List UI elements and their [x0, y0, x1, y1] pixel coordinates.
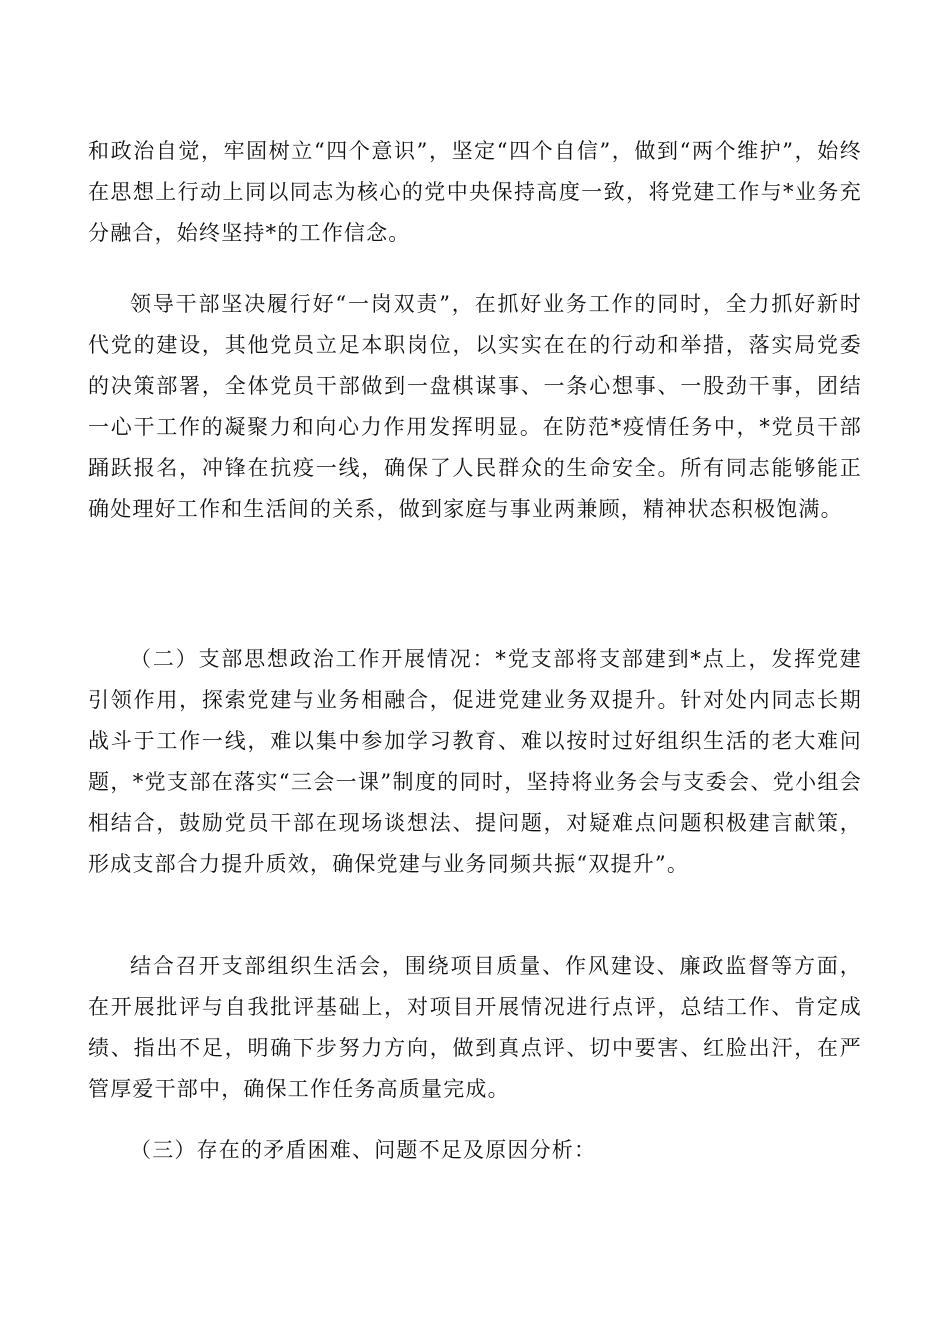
section-heading-problems-analysis: （三）存在的矛盾困难、问题不足及原因分析：: [130, 1138, 597, 1162]
paragraph-political-awareness: 和政治自觉，牢固树立“四个意识”，坚定“四个自信”，做到“两个维护”，始终在思想上行动上同以同志为核心的党中央保持高度一致，将党建工作与*业务充分融合，始终坚持*的工作信念。: [88, 139, 862, 245]
paragraph-organizational-life-meeting: 结合召开支部组织生活会，围绕项目质量、作风建设、廉政监督等方面，在开展批评与自我批评基础上，对项目开展情况进行点评，总结工作、肯定成绩、指出不足，明确下步努力方向，做到真点评、切中要害、红脸出汗，在严管厚爱干部中，确保工作任务高质量完成。: [88, 954, 862, 1101]
paragraph-branch-ideological-work: （二）支部思想政治工作开展情况：*党支部将支部建到*点上，发挥党建引领作用，探索党建与业务相融合，促进党建业务双提升。针对处内同志长期战斗于工作一线，难以集中参加学习教育、难以按时过好组织生活的老大难问题，*党支部在落实“三会一课”制度的同时，坚持将业务会与支委会、党小组会相结合，鼓励党员干部在现场谈想法、提问题，对疑难点问题积极建言献策，形成支部合力提升质效，确保党建与业务同频共振“双提升”。: [88, 647, 862, 876]
paragraph-leadership-duties: 领导干部坚决履行好“一岗双责”，在抓好业务工作的同时，全力抓好新时代党的建设，其他党员立足本职岗位，以实实在在的行动和举措，落实局党委的决策部署，全体党员干部做到一盘棋谋事、一条心想事、一股劲干事，团结一心干工作的凝聚力和向心力作用发挥明显。在防范*疫情任务中，*党员干部踊跃报名，冲锋在抗疫一线，确保了人民群众的生命安全。所有同志能够能正确处理好工作和生活间的关系，做到家庭与事业两兼顾，精神状态积极饱满。: [88, 292, 862, 521]
